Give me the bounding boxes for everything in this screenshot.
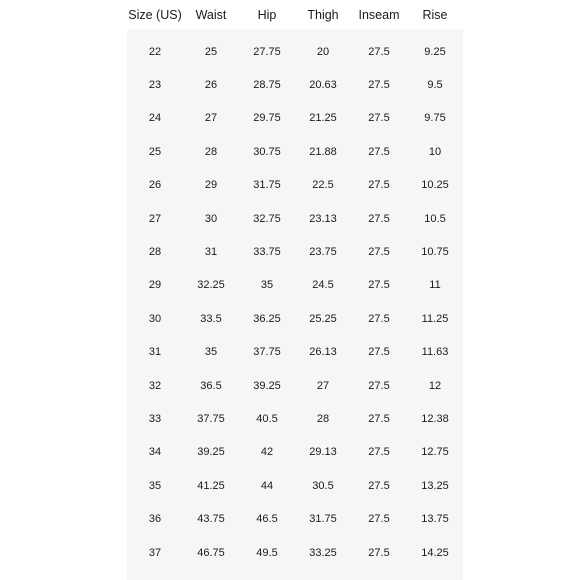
header-size: Size (US): [127, 0, 183, 29]
cell-rise: 11.63: [421, 346, 449, 359]
table-row: [127, 402, 463, 435]
header-rise: Rise: [407, 0, 463, 29]
cell-rise: 9.25: [424, 45, 446, 58]
table-row: [127, 536, 463, 569]
table-row: [127, 469, 463, 502]
cell-rise: 9.5: [427, 79, 443, 92]
cell-hip: 27.75: [253, 45, 281, 58]
cell-hip: 37.75: [253, 346, 281, 359]
header-inseam: Inseam: [351, 0, 407, 29]
table-row: [127, 68, 463, 101]
cell-size: 32: [148, 379, 162, 392]
cell-waist: 26: [204, 79, 218, 92]
cell-hip: 35: [260, 279, 274, 292]
cell-thigh: 23.75: [309, 246, 337, 259]
cell-inseam: 27.5: [368, 412, 390, 425]
cell-size: 28: [148, 246, 162, 259]
cell-waist: 43.75: [197, 513, 225, 526]
cell-hip: 42: [260, 446, 274, 459]
cell-thigh: 21.88: [309, 145, 337, 158]
header-row: [127, 0, 463, 29]
cell-rise: 10.25: [421, 179, 449, 192]
cell-size: 29: [148, 279, 162, 292]
cell-waist: 36.5: [200, 379, 222, 392]
cell-rise: 14.25: [421, 546, 449, 559]
cell-size: 34: [148, 446, 162, 459]
cell-waist: 30: [204, 212, 218, 225]
cell-size: 35: [148, 479, 162, 492]
cell-size: 23: [148, 79, 162, 92]
cell-hip: 31.75: [253, 179, 281, 192]
cell-size: 36: [148, 513, 162, 526]
header-waist: Waist: [183, 0, 239, 29]
cell-inseam: 27.5: [368, 546, 390, 559]
cell-hip: 29.75: [253, 112, 281, 125]
cell-hip: 39.25: [253, 379, 281, 392]
cell-thigh: 20.63: [309, 79, 337, 92]
cell-size: 31: [148, 346, 162, 359]
cell-size: 33: [148, 412, 162, 425]
cell-inseam: 27.5: [368, 112, 390, 125]
cell-inseam: 27.5: [368, 246, 390, 259]
cell-rise: 13.75: [421, 513, 449, 526]
header-hip: Hip: [239, 0, 295, 29]
cell-size: 22: [148, 45, 162, 58]
cell-hip: 36.25: [253, 312, 281, 325]
cell-waist: 28: [204, 145, 218, 158]
cell-thigh: 22.5: [312, 179, 334, 192]
cell-thigh: 33.25: [309, 546, 337, 559]
cell-rise: 11: [429, 279, 441, 292]
cell-thigh: 26.13: [309, 346, 337, 359]
cell-inseam: 27.5: [368, 312, 390, 325]
cell-rise: 12.75: [421, 446, 449, 459]
cell-hip: 32.75: [253, 212, 281, 225]
cell-hip: 49.5: [256, 546, 278, 559]
table-body: [127, 29, 463, 569]
cell-size: 26: [148, 179, 162, 192]
cell-thigh: 27: [316, 379, 330, 392]
table-row: [127, 269, 463, 302]
cell-thigh: 31.75: [309, 513, 337, 526]
table-row: [127, 302, 463, 335]
cell-rise: 12.38: [421, 412, 449, 425]
cell-size: 25: [148, 145, 162, 158]
cell-hip: 46.5: [256, 513, 278, 526]
cell-inseam: 27.5: [368, 79, 390, 92]
cell-inseam: 27.5: [368, 212, 390, 225]
cell-inseam: 27.5: [368, 479, 390, 492]
cell-rise: 9.75: [424, 112, 446, 125]
cell-rise: 12: [428, 379, 442, 392]
table-row: [127, 502, 463, 535]
table-header: [127, 0, 463, 29]
cell-waist: 32.25: [197, 279, 225, 292]
cell-waist: 31: [204, 246, 218, 259]
cell-rise: 11.25: [421, 312, 449, 325]
cell-thigh: 29.13: [309, 446, 337, 459]
table-row: [127, 169, 463, 202]
table-row: [127, 235, 463, 268]
cell-waist: 29: [204, 179, 218, 192]
table-row: [127, 202, 463, 235]
cell-size: 24: [148, 112, 162, 125]
cell-inseam: 27.5: [368, 45, 390, 58]
table-row: [127, 29, 463, 68]
size-chart-table: [127, 0, 463, 569]
table-row: [127, 336, 463, 369]
header-thigh: Thigh: [295, 0, 351, 29]
cell-rise: 10.75: [421, 246, 449, 259]
cell-inseam: 27.5: [368, 179, 390, 192]
cell-hip: 44: [260, 479, 274, 492]
cell-waist: 46.75: [197, 546, 225, 559]
cell-size: 37: [148, 546, 162, 559]
cell-waist: 33.5: [200, 312, 222, 325]
cell-waist: 39.25: [197, 446, 225, 459]
cell-inseam: 27.5: [368, 279, 390, 292]
cell-waist: 25: [204, 45, 218, 58]
cell-inseam: 27.5: [368, 379, 390, 392]
cell-waist: 35: [204, 346, 218, 359]
cell-waist: 27: [204, 112, 218, 125]
cell-size: 27: [148, 212, 162, 225]
cell-waist: 37.75: [197, 412, 225, 425]
cell-thigh: 25.25: [309, 312, 337, 325]
cell-size: 30: [148, 312, 162, 325]
cell-thigh: 23.13: [309, 212, 337, 225]
cell-rise: 13.25: [421, 479, 449, 492]
table-row: [127, 369, 463, 402]
cell-hip: 40.5: [256, 412, 278, 425]
cell-thigh: 20: [316, 45, 330, 58]
cell-hip: 30.75: [253, 145, 281, 158]
table-row: [127, 135, 463, 168]
table-row: [127, 436, 463, 469]
table-row: [127, 102, 463, 135]
cell-inseam: 27.5: [368, 346, 390, 359]
cell-rise: 10.5: [424, 212, 446, 225]
cell-waist: 41.25: [197, 479, 225, 492]
cell-thigh: 28: [316, 412, 330, 425]
cell-inseam: 27.5: [368, 513, 390, 526]
cell-thigh: 24.5: [312, 279, 334, 292]
cell-thigh: 30.5: [312, 479, 334, 492]
cell-inseam: 27.5: [368, 145, 390, 158]
cell-thigh: 21.25: [309, 112, 337, 125]
cell-hip: 28.75: [253, 79, 281, 92]
cell-inseam: 27.5: [368, 446, 390, 459]
cell-rise: 10: [428, 145, 442, 158]
cell-hip: 33.75: [253, 246, 281, 259]
